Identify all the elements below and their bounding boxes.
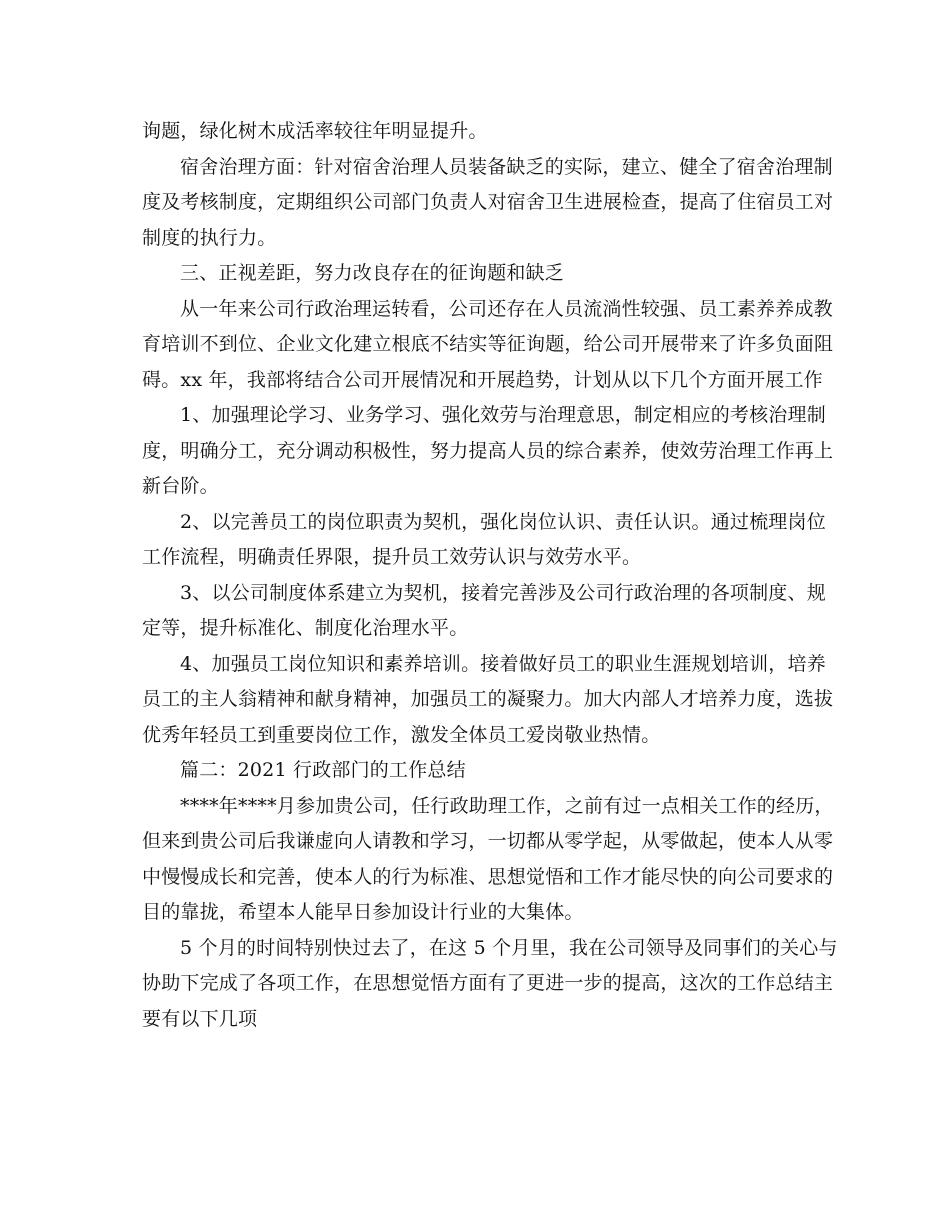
list-item-line: 1、加强理论学习、业务学习、强化效劳与治理意思，制定相应的考核治理制: [180, 404, 826, 426]
text-line: 育培训不到位、企业文化建立根底不结实等征询题，给公司开展带来了许多负面阻: [142, 333, 834, 355]
text-line: 度及考核制度，定期组织公司部门负责人对宿舍卫生进展检查，提高了住宿员工对: [142, 191, 834, 213]
section-heading: 三、正视差距，努力改良存在的征询题和缺乏: [180, 262, 565, 284]
text-line: 从一年来公司行政治理运转看，公司还存在人员流淌性较强、员工素养养成教: [180, 297, 833, 320]
list-item-line: 度，明确分工，充分调动积极性，努力提高人员的综合素养，使效劳治理工作再上: [142, 439, 834, 462]
list-item-line: 新台阶。: [142, 475, 219, 497]
text-line: ****年****月参加贵公司，任行政助理工作，之前有过一点相关工作的经历，: [180, 794, 834, 817]
list-item-line: 3、以公司制度体系建立为契机，接着完善涉及公司行政治理的各项制度、规: [180, 581, 826, 604]
list-item-line: 定等，提升标准化、制度化治理水平。: [142, 617, 469, 639]
list-item-line: 员工的主人翁精神和献身精神，加强员工的凝聚力。加大内部人才培养力度，选拔: [142, 688, 834, 710]
text-line: 询题，绿化树木成活率较往年明显提升。: [142, 120, 488, 142]
text-line: 5 个月的时间特别快过去了，在这 5 个月里，我在公司领导及同事们的关心与: [180, 936, 838, 959]
text-line: 中慢慢成长和完善，使本人的行为标准、思想觉悟和工作才能尽快的向公司要求的: [142, 865, 834, 888]
list-item-line: 工作流程，明确责任界限，提升员工效劳认识与效劳水平。: [142, 546, 642, 568]
list-item-line: 2、以完善员工的岗位职责为契机，强化岗位认识、责任认识。通过梳理岗位: [180, 510, 826, 533]
section-heading: 篇二：2021 行政部门的工作总结: [180, 759, 466, 781]
text-line: 碍。xx 年，我部将结合公司开展情况和开展趋势，计划从以下几个方面开展工作: [142, 368, 823, 391]
text-line: 要有以下几项: [142, 1007, 258, 1030]
text-line: 目的靠拢，希望本人能早日参加设计行业的大集体。: [142, 901, 584, 923]
text-line: 协助下完成了各项工作，在思想觉悟方面有了更进一步的提高，这次的工作总结主: [142, 972, 834, 994]
list-item-line: 4、加强员工岗位知识和素养培训。接着做好员工的职业生涯规划培训，培养: [180, 652, 826, 675]
document-body: [142, 114, 838, 1037]
list-item-line: 优秀年轻员工到重要岗位工作，激发全体员工爱岗敬业热情。: [142, 723, 661, 746]
text-line: 但来到贵公司后我谦虚向人请教和学习，一切都从零学起，从零做起，使本人从零: [142, 830, 834, 852]
text-line: 制度的执行力。: [142, 226, 277, 249]
text-line: 宿舍治理方面：针对宿舍治理人员装备缺乏的实际，建立、健全了宿舍治理制: [180, 155, 833, 178]
